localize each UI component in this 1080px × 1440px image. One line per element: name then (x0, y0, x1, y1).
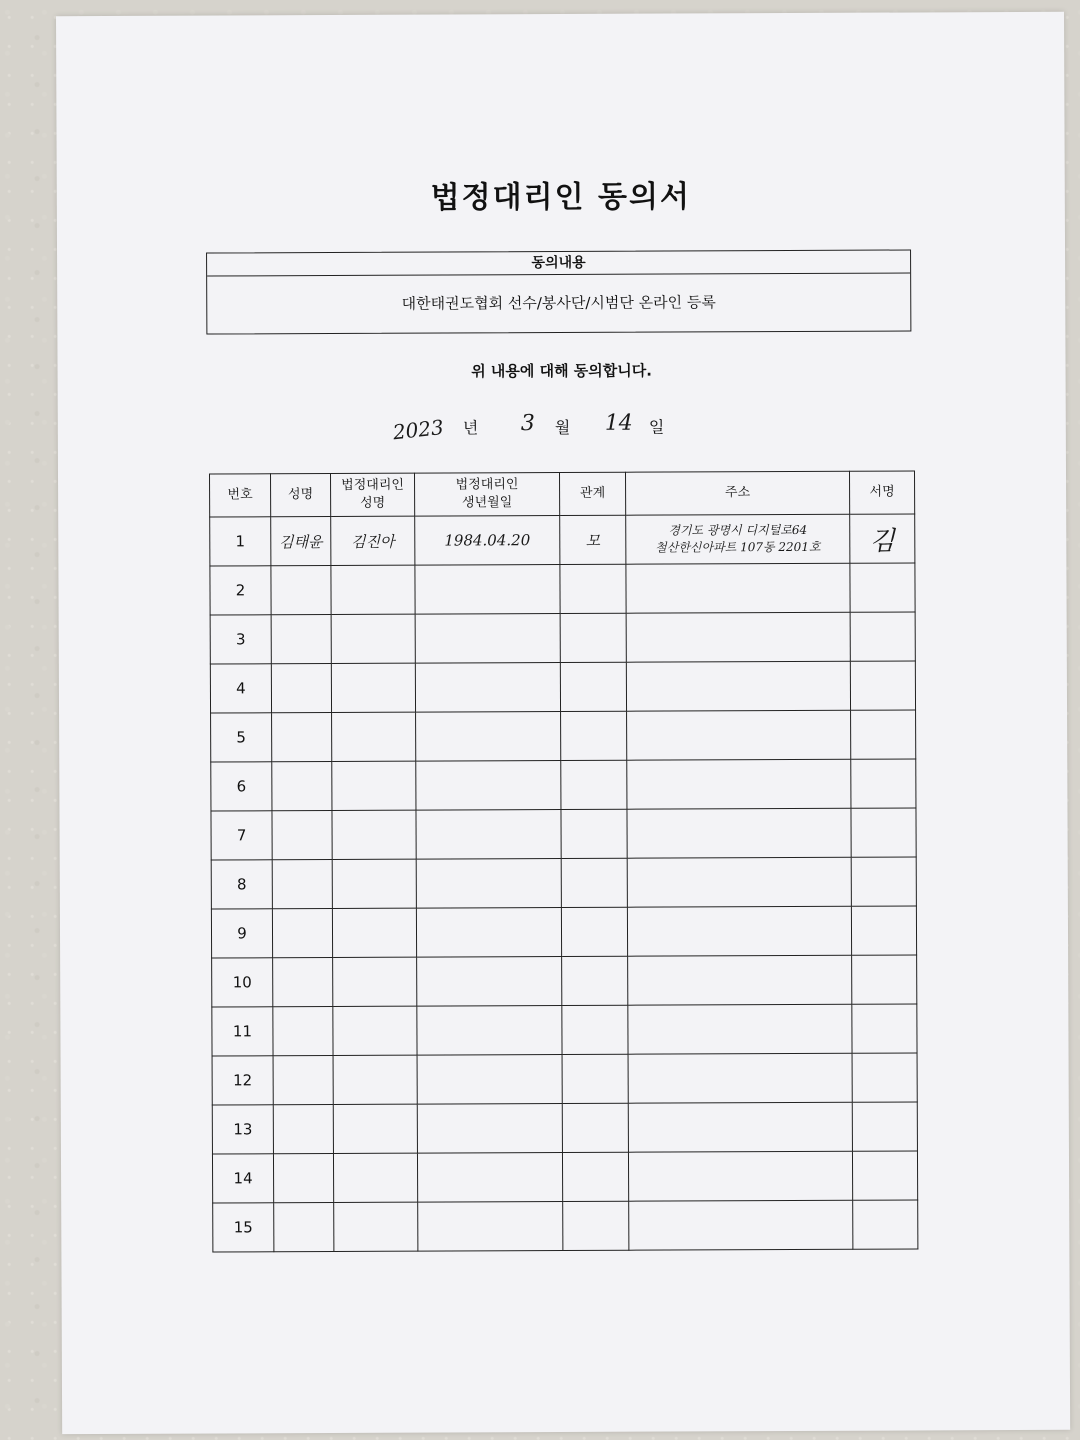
row-relation (562, 1152, 628, 1201)
row-signature (851, 857, 916, 906)
row-signature (852, 1053, 917, 1102)
row-signature (853, 1200, 918, 1249)
row-guardian-birth (417, 1104, 562, 1154)
consent-content-header: 동의내용 (207, 250, 910, 276)
row-guardian-name (332, 908, 416, 957)
row-name (272, 909, 332, 958)
row-guardian-name (334, 1202, 418, 1251)
table-row (213, 1200, 918, 1252)
row-relation (560, 662, 626, 711)
row-guardian-birth (417, 957, 562, 1007)
row-guardian-name (332, 810, 416, 859)
row-signature (851, 759, 916, 808)
row-guardian-name (333, 1006, 417, 1055)
table-row (211, 710, 916, 762)
row-name (272, 762, 332, 811)
row-name (272, 713, 332, 762)
row-signature (852, 1004, 917, 1053)
row-guardian-birth: 1984.04.20 (415, 516, 560, 566)
header-number: 번호 (210, 474, 271, 517)
row-guardian-birth (416, 908, 561, 958)
row-address (627, 710, 851, 760)
row-signature (851, 710, 916, 759)
date-day: 14 (604, 410, 633, 436)
row-guardian-name (332, 859, 416, 908)
row-relation (562, 1103, 628, 1152)
row-relation (562, 956, 628, 1005)
header-guardian-birth (415, 473, 560, 517)
table-row (210, 514, 915, 566)
date-year: 2023 (391, 414, 445, 445)
row-name (273, 1104, 333, 1153)
table-row (212, 1004, 917, 1056)
header-guardian-name-line1: 법정대리인 (341, 477, 404, 493)
row-address (628, 1102, 852, 1152)
row-address (626, 514, 850, 564)
row-relation (560, 564, 626, 613)
table-row (211, 857, 916, 909)
header-signature: 서명 (849, 471, 914, 514)
row-name (272, 860, 332, 909)
row-number: 10 (212, 958, 273, 1007)
row-guardian-name (333, 957, 417, 1006)
row-name (273, 1007, 333, 1056)
row-name (273, 1153, 333, 1202)
row-name (274, 1202, 334, 1251)
row-number: 8 (211, 860, 272, 909)
row-signature: 김 (850, 514, 915, 563)
guardian-table (209, 470, 918, 1252)
row-relation (562, 1054, 628, 1103)
header-relation: 관계 (560, 472, 626, 515)
consent-content-box (206, 249, 911, 334)
table-row (211, 759, 916, 811)
row-name: 김태윤 (271, 517, 331, 566)
row-guardian-name (331, 565, 415, 614)
row-name (271, 566, 331, 615)
table-row (210, 661, 915, 713)
row-guardian-birth (416, 761, 561, 811)
table-row (212, 1053, 917, 1105)
row-guardian-birth (417, 1153, 562, 1203)
row-number: 12 (212, 1056, 273, 1105)
row-number: 1 (210, 517, 271, 566)
row-address (627, 808, 851, 858)
row-address (628, 955, 852, 1005)
row-guardian-birth (416, 712, 561, 762)
header-name: 성명 (271, 474, 331, 517)
row-address (628, 1053, 852, 1103)
table-row (212, 1151, 917, 1203)
date-month: 3 (520, 411, 535, 437)
row-guardian-birth (416, 810, 561, 860)
row-number: 15 (213, 1203, 274, 1252)
row-guardian-birth (415, 614, 560, 664)
row-number: 4 (210, 664, 271, 713)
row-guardian-name (333, 1153, 417, 1202)
agreement-statement: 위 내용에 대해 동의합니다. (471, 361, 652, 381)
row-signature (852, 955, 917, 1004)
row-signature (851, 808, 916, 857)
row-guardian-birth (417, 1006, 562, 1056)
row-address (627, 759, 851, 809)
header-guardian-name (331, 473, 415, 516)
row-address (626, 563, 850, 613)
row-number: 5 (211, 713, 272, 762)
row-address (627, 857, 851, 907)
row-signature (851, 906, 916, 955)
date-year-label: 년 (462, 418, 479, 438)
row-number: 11 (212, 1007, 273, 1056)
row-guardian-name (333, 1104, 417, 1153)
row-relation (561, 809, 627, 858)
row-signature (850, 661, 915, 710)
row-signature (850, 563, 915, 612)
row-address-line2: 철산한신아파트 107동 2201호 (655, 539, 821, 555)
row-address (628, 1151, 852, 1201)
row-guardian-birth (415, 565, 560, 615)
row-signature (850, 612, 915, 661)
row-guardian-name (331, 663, 415, 712)
row-number: 7 (211, 811, 272, 860)
row-address (626, 612, 850, 662)
row-name (271, 615, 331, 664)
row-number: 9 (211, 909, 272, 958)
row-relation (561, 907, 627, 956)
header-guardian-birth-line1: 법정대리인 (455, 477, 519, 493)
row-number: 14 (212, 1154, 273, 1203)
row-guardian-name (333, 1055, 417, 1104)
row-guardian-birth (417, 1055, 562, 1105)
header-guardian-name-line2: 성명 (360, 495, 386, 511)
table-row (211, 808, 916, 860)
date-month-label: 월 (554, 417, 571, 438)
table-row (212, 955, 917, 1007)
row-address (626, 661, 850, 711)
row-relation: 모 (560, 515, 626, 564)
row-number: 13 (212, 1105, 273, 1154)
row-signature (852, 1151, 917, 1200)
table-header-row (210, 471, 915, 517)
table-row (211, 906, 916, 958)
row-name (273, 958, 333, 1007)
consent-content-body: 대한태권도협회 선수/봉사단/시범단 온라인 등록 (401, 293, 716, 313)
date-line (393, 408, 733, 449)
row-relation (561, 760, 627, 809)
row-relation (561, 711, 627, 760)
row-guardian-name (331, 614, 415, 663)
row-name (272, 811, 332, 860)
date-day-label: 일 (648, 417, 665, 437)
row-guardian-name (332, 761, 416, 810)
row-name (273, 1056, 333, 1105)
row-guardian-birth (416, 859, 561, 909)
row-address (627, 906, 851, 956)
row-relation (560, 613, 626, 662)
row-relation (563, 1201, 629, 1250)
row-relation (561, 858, 627, 907)
row-number: 3 (210, 615, 271, 664)
row-address-line1: 경기도 광명시 디지털로64 (668, 522, 808, 538)
row-number: 6 (211, 762, 272, 811)
row-guardian-birth (418, 1201, 563, 1251)
table-row (210, 612, 915, 664)
row-relation (562, 1005, 628, 1054)
row-guardian-birth (415, 663, 560, 713)
row-address (629, 1200, 853, 1250)
consent-form-paper (56, 12, 1070, 1434)
header-guardian-birth-line2: 생년월일 (461, 495, 513, 511)
row-signature (852, 1102, 917, 1151)
row-number: 2 (210, 566, 271, 615)
header-address: 주소 (626, 471, 850, 515)
row-guardian-name (332, 712, 416, 761)
table-row (212, 1102, 917, 1154)
document-title: 법정대리인 동의서 (430, 179, 692, 216)
row-name (271, 664, 331, 713)
table-row (210, 563, 915, 615)
row-guardian-name: 김진아 (331, 516, 415, 565)
row-address (628, 1004, 852, 1054)
